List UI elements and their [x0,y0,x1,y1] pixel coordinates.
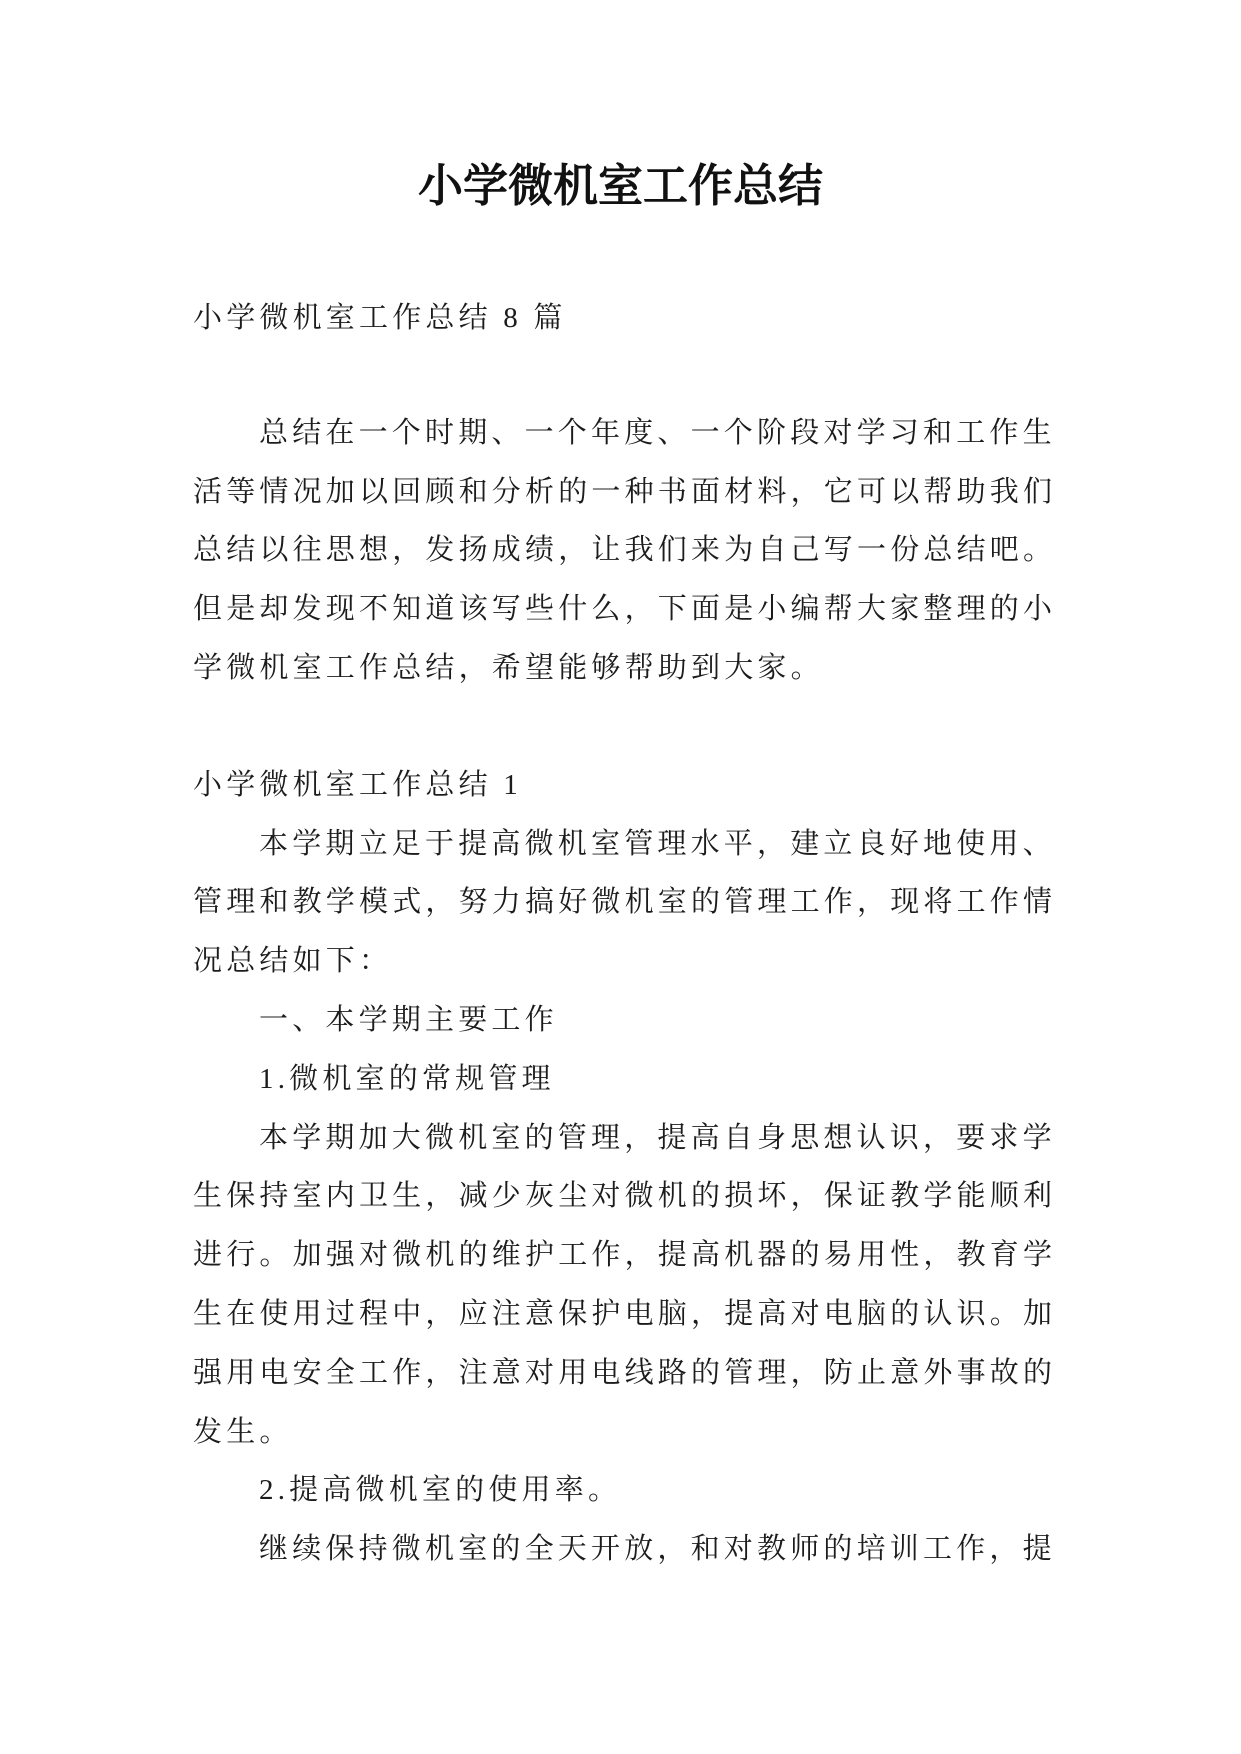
paragraph-line: 进行。加强对微机的维护工作，提高机器的易用性，教育学 [193,1239,1057,1272]
paragraph-line: 本学期立足于提高微机室管理水平，建立良好地使用、 [259,827,1056,860]
intro-paragraph [193,404,1153,698]
paragraph-line: 强用电安全工作，注意对用电线路的管理，防止意外事故的 [193,1356,1057,1389]
item-heading: 1.微机室的常规管理 [259,1062,555,1095]
section-intro-paragraph [193,815,1153,991]
paragraph-line: 发生。 [193,1415,293,1448]
item-heading: 2.提高微机室的使用率。 [259,1474,622,1507]
document-body [193,289,1153,1579]
paragraph-line: 继续保持微机室的全天开放，和对教师的培训工作，提 [259,1533,1056,1566]
document-subtitle: 小学微机室工作总结 8 篇 [193,302,567,334]
document-title: 小学微机室工作总结 [417,161,823,211]
paragraph-line: 总结以往思想，发扬成绩，让我们来为自己写一份总结吧。 [193,534,1057,567]
paragraph-line: 况总结如下： [193,945,393,978]
item-body-paragraph [193,1109,1153,1462]
paragraph-line: 学微机室工作总结，希望能够帮助到大家。 [193,651,824,684]
paragraph-line: 总结在一个时期、一个年度、一个阶段对学习和工作生 [259,416,1056,449]
paragraph-line: 活等情况加以回顾和分析的一种书面材料，它可以帮助我们 [193,475,1057,508]
paragraph-line: 管理和教学模式，努力搞好微机室的管理工作，现将工作情 [193,886,1057,919]
part-heading: 一、本学期主要工作 [259,1003,558,1036]
paragraph-line: 生在使用过程中，应注意保护电脑，提高对电脑的认识。加 [193,1297,1057,1330]
section-heading: 小学微机室工作总结 1 [193,768,522,801]
paragraph-line: 但是却发现不知道该写些什么，下面是小编帮大家整理的小 [193,593,1057,626]
paragraph-line: 本学期加大微机室的管理，提高自身思想认识，要求学 [259,1121,1056,1154]
item-body-paragraph [193,1520,1153,1579]
paragraph-line: 生保持室内卫生，减少灰尘对微机的损坏，保证教学能顺利 [193,1180,1057,1213]
